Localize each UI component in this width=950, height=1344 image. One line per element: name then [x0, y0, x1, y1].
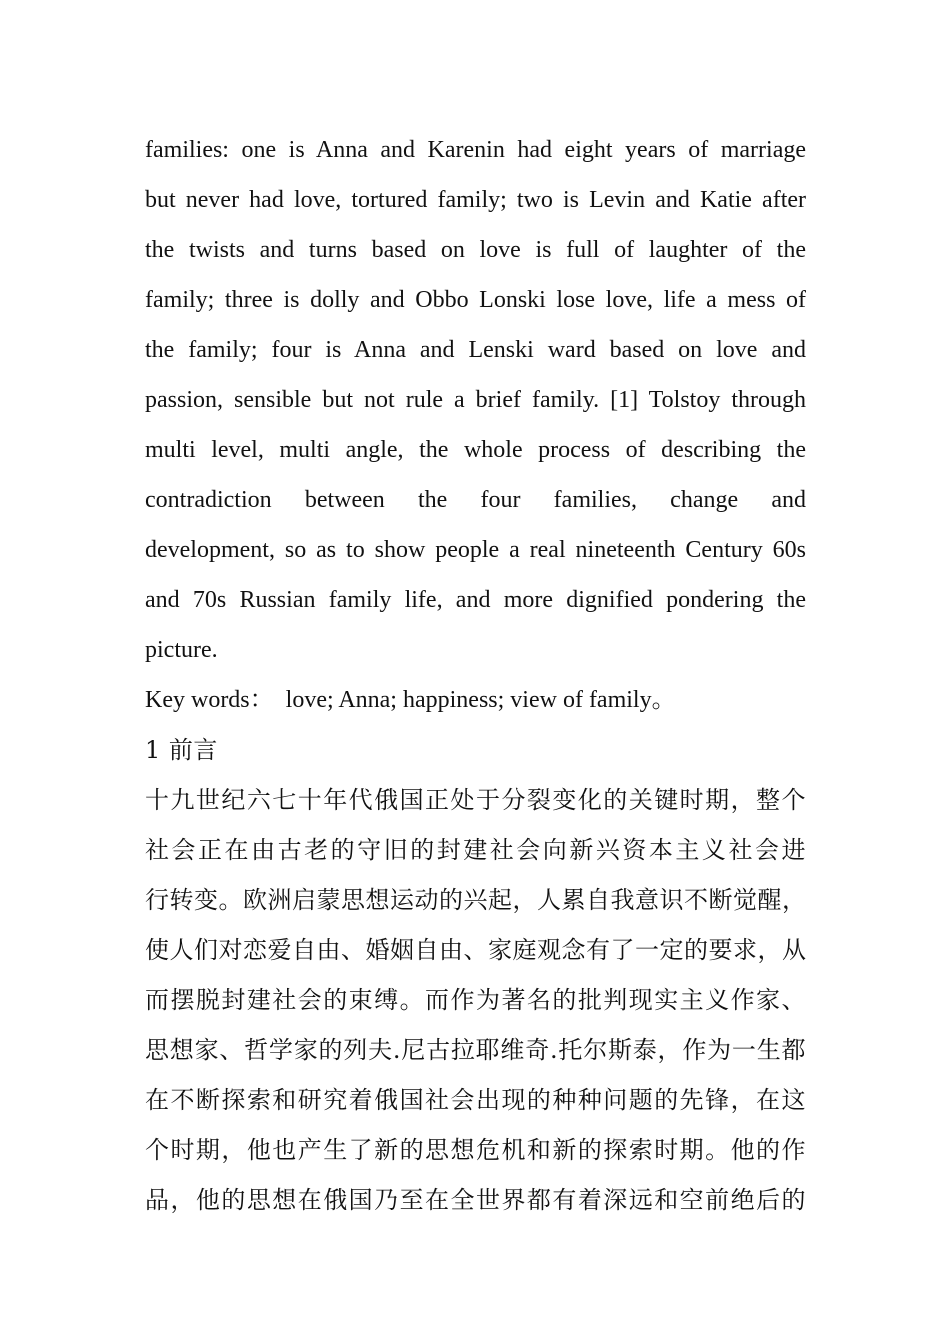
page-content [145, 125, 806, 1225]
abstract-line: picture. [145, 637, 218, 663]
keywords-line [145, 675, 806, 725]
body-line: 思想家、哲学家的列夫.尼古拉耶维奇.托尔斯泰，作为一生都 [145, 1036, 806, 1064]
body-line: 行转变。欧洲启蒙思想运动的兴起，人累自我意识不断觉醒， [145, 886, 807, 914]
abstract-line: the twists and turns based on love is full of laughter of the [145, 237, 806, 263]
body-line: 使人们对恋爱自由、婚姻自由、家庭观念有了一定的要求，从 [145, 936, 807, 964]
abstract-line: passion, sensible but not rule a brief family. [1] Tolstoy through [145, 387, 806, 413]
body-line: 在不断探索和研究着俄国社会出现的种种问题的先锋，在这 [145, 1086, 806, 1114]
english-abstract-paragraph [145, 125, 806, 675]
abstract-line: development, so as to show people a real nineteenth Century 60s [145, 537, 806, 563]
keywords-label: Key words： [145, 687, 274, 713]
abstract-line: and 70s Russian family life, and more dignified pondering the [145, 587, 806, 613]
keywords-value: love; Anna; happiness; view of family。 [285, 687, 676, 713]
abstract-line: multi level, multi angle, the whole process of describing the [145, 437, 806, 463]
abstract-line: family; three is dolly and Obbo Lonski lose love, life a mess of [145, 287, 806, 313]
body-line: 个时期，他也产生了新的思想危机和新的探索时期。他的作 [145, 1136, 806, 1164]
body-line: 品，他的思想在俄国乃至在全世界都有着深远和空前绝后的 [145, 1186, 806, 1214]
abstract-line: but never had love, tortured family; two is Levin and Katie after [145, 187, 806, 213]
abstract-line: the family; four is Anna and Lenski ward based on love and [145, 337, 806, 363]
abstract-line: contradiction between the four families, change and [145, 487, 806, 513]
body-line: 十九世纪六七十年代俄国正处于分裂变化的关键时期，整个 [145, 786, 806, 814]
body-line: 而摆脱封建社会的束缚。而作为著名的批判现实主义作家、 [145, 986, 806, 1014]
abstract-line: families: one is Anna and Karenin had eight years of marriage [145, 137, 806, 163]
body-line: 社会正在由古老的守旧的封建社会向新兴资本主义社会进 [145, 836, 806, 864]
section-heading: 1 前言 [145, 736, 218, 764]
chinese-body-paragraph [145, 775, 806, 1225]
